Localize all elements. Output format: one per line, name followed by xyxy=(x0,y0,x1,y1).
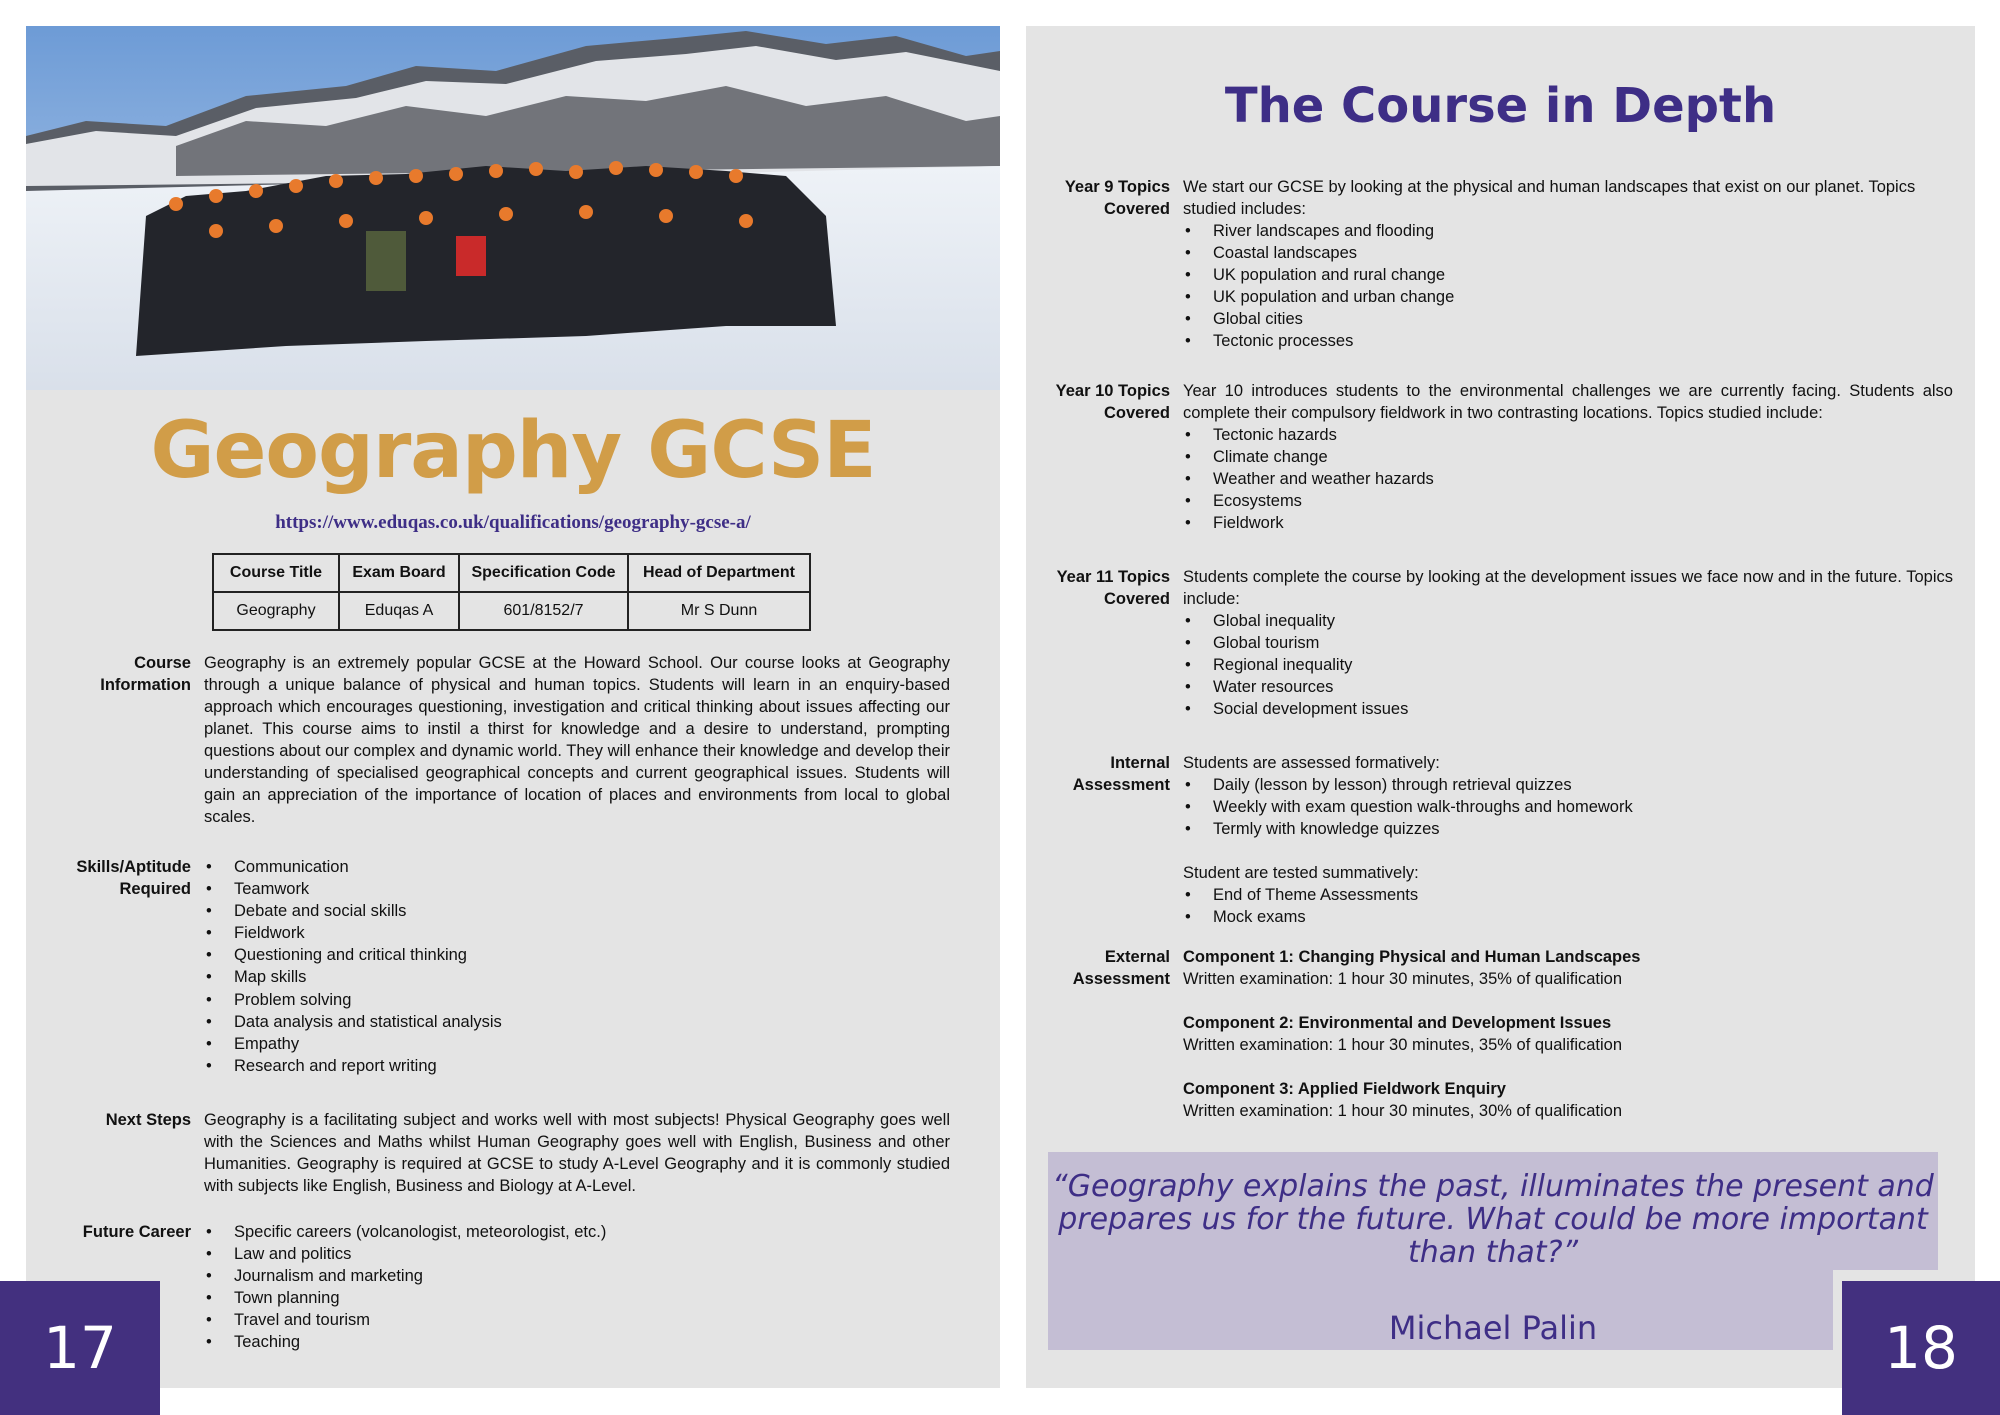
future-career-label: Future Career xyxy=(82,1223,191,1241)
next-steps-text: Geography is a facilitating subject and works well with most subjects! Physical Geography goes well with the Sciences and Maths whilst Human Geography goes well with English, Business and other Humanities. Geography is required at GCSE to study A-Level Geography and it is commonly studied with subjects like English, Business and Biology at A-Level. xyxy=(204,1111,950,1195)
next-steps-label: Next Steps xyxy=(105,1111,191,1129)
quote-box xyxy=(1048,1152,1938,1350)
list-item: • Global cities xyxy=(1183,308,1953,330)
left-page xyxy=(26,26,1000,1388)
list-item: • Climate change xyxy=(1183,446,1953,468)
internal-assessment-label: Internal Assessment xyxy=(1072,754,1170,794)
formative-intro: Students are assessed formatively: xyxy=(1183,754,1440,772)
formative-list xyxy=(1183,774,1953,840)
list-item: • Fieldwork xyxy=(1183,512,1953,534)
page-number-left: 17 xyxy=(0,1281,160,1415)
skills-list xyxy=(204,856,950,1077)
list-item: • End of Theme Assessments xyxy=(1183,884,1953,906)
quote-text: “Geography explains the past, illuminates the present and prepares us for the future. What could be more important than that?” xyxy=(1052,1169,1934,1270)
table-cell: Geography xyxy=(213,592,339,630)
list-item: • Mock exams xyxy=(1183,906,1953,928)
table-row xyxy=(213,592,810,630)
summative-list xyxy=(1183,884,1953,928)
table-header: Specification Code xyxy=(459,554,628,592)
component-detail: Written examination: 1 hour 30 minutes, 35% of qualification xyxy=(1183,970,1623,988)
year10-label: Year 10 Topics Covered xyxy=(1055,382,1170,422)
section-title: The Course in Depth xyxy=(1224,78,1777,134)
list-item: • Coastal landscapes xyxy=(1183,242,1953,264)
list-item: • Global inequality xyxy=(1183,610,1953,632)
list-item: • Regional inequality xyxy=(1183,654,1953,676)
year10-list xyxy=(1183,424,1953,534)
list-item: • Ecosystems xyxy=(1183,490,1953,512)
course-info-label: Course Information xyxy=(100,654,191,694)
quote-author: Michael Palin xyxy=(1388,1309,1598,1347)
list-item: • Journalism and marketing xyxy=(204,1265,950,1287)
component-detail: Written examination: 1 hour 30 minutes, 35% of qualification xyxy=(1183,1036,1623,1054)
year11-content xyxy=(1183,566,1953,720)
year9-intro: We start our GCSE by looking at the physical and human landscapes that exist on our planet. Topics studied includes: xyxy=(1183,178,1916,218)
list-item: • Empathy xyxy=(204,1033,950,1055)
future-career-list xyxy=(204,1221,950,1354)
table-cell: Mr S Dunn xyxy=(628,592,810,630)
table-header-row xyxy=(213,554,810,592)
list-item: • Teaching xyxy=(204,1331,950,1353)
list-item: • Weather and weather hazards xyxy=(1183,468,1953,490)
page-number-right: 18 xyxy=(1842,1281,2000,1415)
right-page xyxy=(1026,26,1975,1388)
list-item: • Social development issues xyxy=(1183,698,1953,720)
table-header: Exam Board xyxy=(339,554,459,592)
list-item: • Daily (lesson by lesson) through retrieval quizzes xyxy=(1183,774,1953,796)
list-item: • Fieldwork xyxy=(204,922,950,944)
list-item: • Data analysis and statistical analysis xyxy=(204,1011,950,1033)
list-item: • Questioning and critical thinking xyxy=(204,944,950,966)
year9-content xyxy=(1183,176,1953,353)
list-item: • Weekly with exam question walk-throughs and homework xyxy=(1183,796,1953,818)
list-item: • UK population and urban change xyxy=(1183,286,1953,308)
list-item: • UK population and rural change xyxy=(1183,264,1953,286)
list-item: • Problem solving xyxy=(204,989,950,1011)
list-item: • Water resources xyxy=(1183,676,1953,698)
course-url-link[interactable]: https://www.eduqas.co.uk/qualifications/geography-gcse-a/ xyxy=(275,512,751,533)
component-title: Component 3: Applied Fieldwork Enquiry xyxy=(1183,1080,1506,1098)
table-header: Head of Department xyxy=(628,554,810,592)
external-assessment-content xyxy=(1183,946,1953,1122)
component-detail: Written examination: 1 hour 30 minutes, 30% of qualification xyxy=(1183,1102,1623,1120)
external-assessment-label: External Assessment xyxy=(1072,948,1170,988)
course-info-text: Geography is an extremely popular GCSE at the Howard School. Our course looks at Geography through a unique balance of physical and human topics. Students will learn in an enquiry-based approach which encourages questioning, investigation and critical thinking about issues affecting our planet. This course aims to instil a thirst for knowledge and a desire to understand, prompting questions about our complex and dynamic world. They will enhance their knowledge and develop their understanding of specialised geographical concepts and current geographical issues. Students will gain an appreciation of the importance of location of places and environments from local to global scales. xyxy=(204,654,950,826)
year11-list xyxy=(1183,610,1953,720)
table-cell: 601/8152/7 xyxy=(459,592,628,630)
list-item: • Global tourism xyxy=(1183,632,1953,654)
list-item: • Specific careers (volcanologist, meteorologist, etc.) xyxy=(204,1221,950,1243)
year9-list xyxy=(1183,220,1953,353)
year10-intro: Year 10 introduces students to the environmental challenges we are currently facing. Students also complete their compulsory fieldwork in two contrasting locations. Topics studied include: xyxy=(1183,382,1953,422)
year11-label: Year 11 Topics Covered xyxy=(1056,568,1170,608)
component-title: Component 1: Changing Physical and Human Landscapes xyxy=(1183,948,1641,966)
list-item: • Tectonic hazards xyxy=(1183,424,1953,446)
table-header: Course Title xyxy=(213,554,339,592)
course-title: Geography GCSE xyxy=(150,406,876,496)
year10-content xyxy=(1183,380,1953,534)
list-item: • Debate and social skills xyxy=(204,900,950,922)
component-title: Component 2: Environmental and Development Issues xyxy=(1183,1014,1612,1032)
list-item: • Town planning xyxy=(204,1287,950,1309)
group-photo-snow-mountains xyxy=(26,26,1000,390)
summative-intro: Student are tested summatively: xyxy=(1183,864,1419,883)
list-item: • Tectonic processes xyxy=(1183,330,1953,352)
list-item: • Communication xyxy=(204,856,950,878)
year11-intro: Students complete the course by looking at the development issues we face now and in the future. Topics include: xyxy=(1183,568,1953,608)
internal-assessment-content xyxy=(1183,752,1953,928)
list-item: • River landscapes and flooding xyxy=(1183,220,1953,242)
list-item: • Map skills xyxy=(204,966,950,988)
table-cell: Eduqas A xyxy=(339,592,459,630)
course-info-table xyxy=(212,553,811,631)
list-item: • Research and report writing xyxy=(204,1055,950,1077)
year9-label: Year 9 Topics Covered xyxy=(1064,178,1170,218)
list-item: • Travel and tourism xyxy=(204,1309,950,1331)
list-item: • Termly with knowledge quizzes xyxy=(1183,818,1953,840)
list-item: • Teamwork xyxy=(204,878,950,900)
list-item: • Law and politics xyxy=(204,1243,950,1265)
skills-label: Skills/Aptitude Required xyxy=(76,858,191,898)
